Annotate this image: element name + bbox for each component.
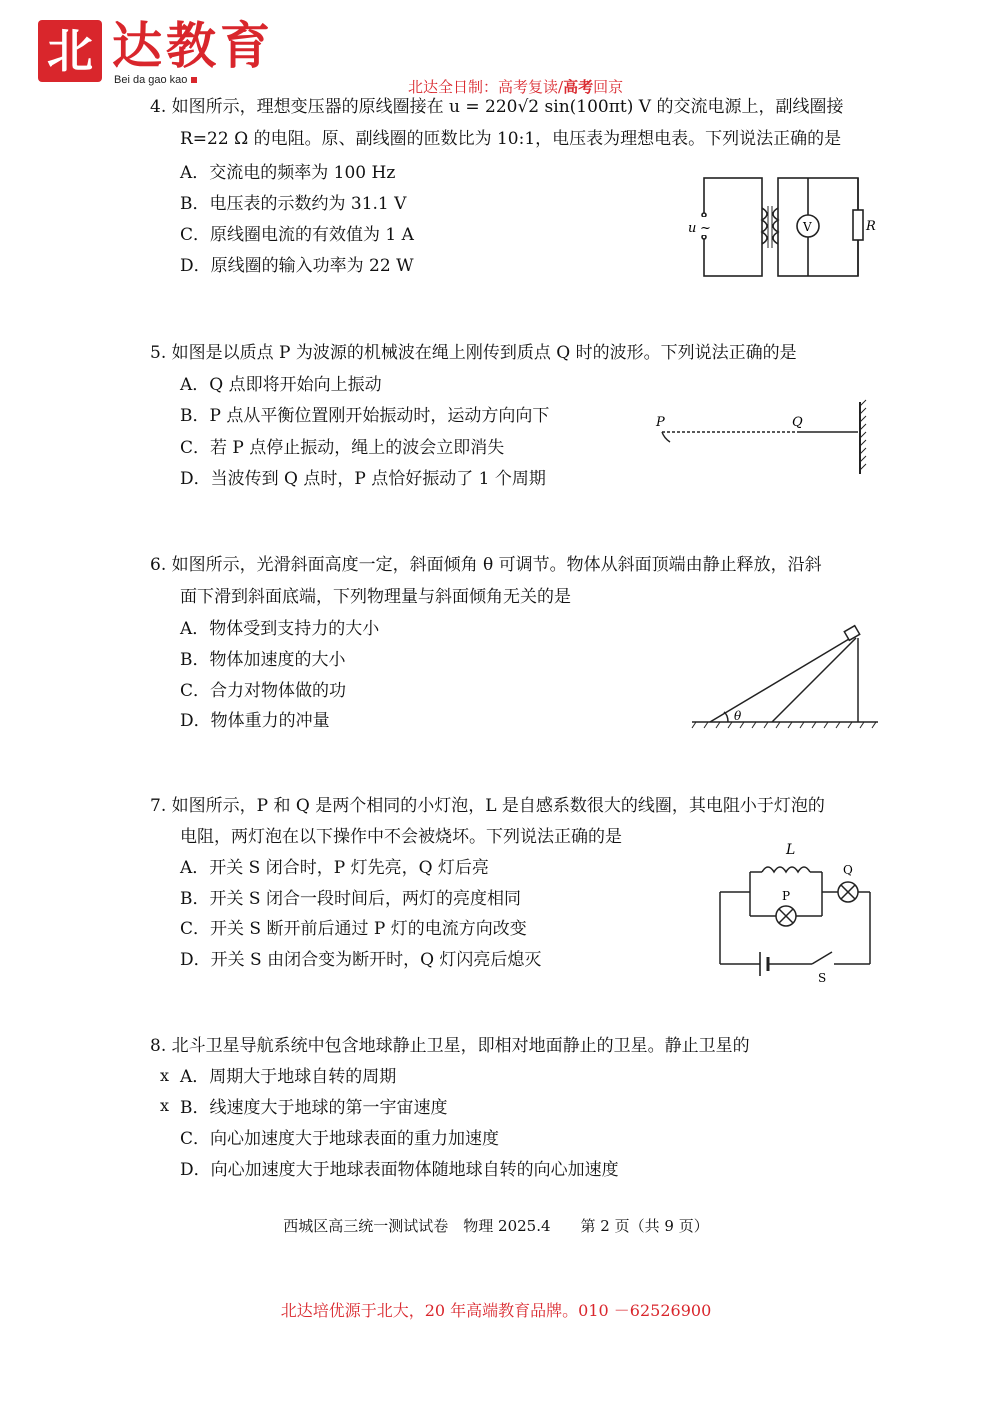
- q4-option-c: C．原线圈电流的有效值为 1 A: [180, 225, 414, 245]
- circuit-diagram: [712, 838, 882, 984]
- inductor-label: L: [786, 842, 796, 858]
- q7-option-a: A．开关 S 闭合时，P 灯先亮，Q 灯后亮: [180, 858, 489, 878]
- q4-line1: 4. 如图所示，理想变压器的原线圈接在 u = 220√2 sin(100πt) V 的交流电源上，副线圈接: [150, 97, 844, 117]
- q8-line1: 8. 北斗卫星导航系统中包含地球静止卫星，即相对地面静止的卫星。静止卫星的: [150, 1036, 750, 1056]
- q6-option-c: C．合力对物体做的功: [180, 681, 347, 701]
- q6-option-b: B．物体加速度的大小: [180, 650, 346, 670]
- q4-option-b: B．电压表的示数约为 31.1 V: [180, 194, 407, 214]
- logo-text: 达教育: [112, 16, 274, 75]
- q6-line1: 6. 如图所示，光滑斜面高度一定，斜面倾角 θ 可调节。物体从斜面顶端由静止释放，沿斜: [150, 555, 822, 575]
- transformer-diagram: [680, 170, 890, 282]
- q8-option-c: C．向心加速度大于地球表面的重力加速度: [180, 1129, 500, 1149]
- wave-q-label: Q: [792, 415, 803, 430]
- q8-mark-a: x: [160, 1066, 170, 1085]
- tilde-label: ~: [700, 221, 711, 236]
- resistor-label: R: [866, 219, 876, 234]
- q6-option-d: D．物体重力的冲量: [180, 711, 330, 731]
- lamp-q-label: Q: [843, 863, 853, 877]
- q8-option-a: A．周期大于地球自转的周期: [180, 1067, 397, 1087]
- q8-option-b: B．线速度大于地球的第一宇宙速度: [180, 1098, 448, 1118]
- q7-option-c: C．开关 S 断开前后通过 P 灯的电流方向改变: [180, 919, 527, 939]
- wave-p-label: P: [656, 415, 665, 430]
- q5-line1: 5. 如图是以质点 P 为波源的机械波在绳上刚传到质点 Q 时的波形。下列说法正确的是: [150, 343, 797, 363]
- q5-option-d: D．当波传到 Q 点时，P 点恰好振动了 1 个周期: [180, 469, 546, 489]
- theta-label: θ: [734, 709, 742, 723]
- q5-option-b: B．P 点从平衡位置刚开始振动时，运动方向向下: [180, 406, 550, 426]
- q8-option-d: D．向心加速度大于地球表面物体随地球自转的向心加速度: [180, 1160, 619, 1180]
- q7-option-d: D．开关 S 由闭合变为断开时，Q 灯闪亮后熄灭: [180, 950, 542, 970]
- q4-line2: R=22 Ω 的电阻。原、副线圈的匝数比为 10:1，电压表为理想电表。下列说法正确的是: [180, 129, 842, 149]
- promo-prefix: 北达全日制：高考复读/: [408, 78, 564, 96]
- u-label: u: [688, 221, 697, 236]
- logo-mark: 北: [38, 20, 102, 82]
- promo-bold: 高考: [563, 78, 594, 96]
- wave-diagram: [650, 398, 880, 480]
- lamp-p-label: P: [782, 889, 791, 903]
- q4-option-a: A．交流电的频率为 100 Hz: [180, 163, 396, 183]
- q7-option-b: B．开关 S 闭合一段时间后，两灯的亮度相同: [180, 889, 521, 909]
- q4-option-d: D．原线圈的输入功率为 22 W: [180, 256, 414, 276]
- q5-option-c: C．若 P 点停止振动，绳上的波会立即消失: [180, 438, 505, 458]
- page-footer: 西城区高三统一测试试卷 物理 2025.4 第 2 页（共 9 页）: [283, 1217, 709, 1235]
- logo-pinyin: [114, 74, 197, 86]
- switch-s-label: S: [818, 971, 827, 984]
- q8-mark-b: x: [160, 1096, 170, 1115]
- q7-line2: 电阻，两灯泡在以下操作中不会被烧坏。下列说法正确的是: [180, 827, 622, 847]
- incline-diagram: [688, 618, 884, 732]
- logo-pinyin-text: Bei da gao kao: [114, 74, 188, 86]
- promo-suffix: 回京: [593, 78, 624, 96]
- bottom-ad: 北达培优源于北大，20 年高端教育品牌。010 －62526900: [280, 1301, 712, 1320]
- voltmeter-label: V: [803, 220, 812, 234]
- q6-line2: 面下滑到斜面底端，下列物理量与斜面倾角无关的是: [180, 587, 571, 607]
- logo-square-icon: [191, 77, 197, 83]
- q7-line1: 7. 如图所示，P 和 Q 是两个相同的小灯泡，L 是自感系数很大的线圈，其电阻小于灯泡的: [150, 796, 825, 816]
- q6-option-a: A．物体受到支持力的大小: [180, 619, 380, 639]
- q5-option-a: A．Q 点即将开始向上振动: [180, 375, 382, 395]
